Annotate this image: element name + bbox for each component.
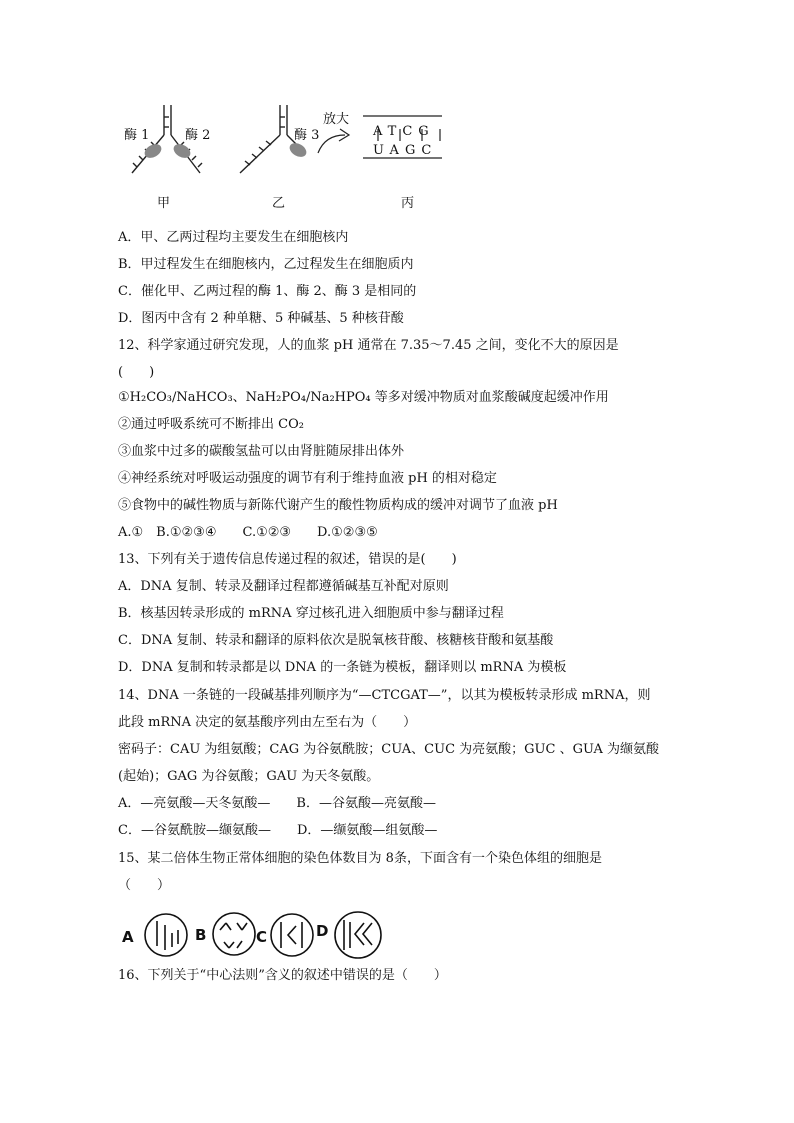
strand-row-1: ATCG xyxy=(373,124,435,139)
q14-stem-1: 14、DNA 一条链的一段碱基排列顺序为“—CTCGAT—”，以其为模板转录形成 mRNA，则 xyxy=(118,688,651,703)
q11-option-d: D．图丙中含有 2 种单糖、5 种碱基、5 种核苷酸 xyxy=(118,311,404,326)
q13-option-d: D．DNA 复制和转录都是以 DNA 的一条链为模板，翻译则以 mRNA 为模板 xyxy=(118,660,567,675)
q12-statement-3: ③血浆中过多的碳酸氢盐可以由肾脏随尿排出体外 xyxy=(118,444,405,459)
q12-statement-1: ①H₂CO₃/NaHCO₃、NaH₂PO₄/Na₂HPO₄ 等多对缓冲物质对血浆酸碱度起缓冲作用 xyxy=(118,390,609,405)
enzyme3-label: 酶 3 xyxy=(294,128,320,143)
q11-option-c: C．催化甲、乙两过程的酶 1、酶 2、酶 3 是相同的 xyxy=(118,284,417,299)
q14-codon-2: (起始)；GAG 为谷氨酸；GAU 为天冬氨酸。 xyxy=(118,769,380,784)
cell-label-a: A xyxy=(122,928,134,946)
q15-paren: （ ） xyxy=(118,878,171,893)
q14-options-ab: A．—亮氨酸—天冬氨酸— B．—谷氨酸—亮氨酸— xyxy=(118,796,436,811)
q13-option-b: B．核基因转录形成的 mRNA 穿过核孔进入细胞质中参与翻译过程 xyxy=(118,606,504,621)
q11-option-a: A．甲、乙两过程均主要发生在细胞核内 xyxy=(118,230,349,245)
q13-option-a: A．DNA 复制、转录及翻译过程都遵循碱基互补配对原则 xyxy=(118,579,449,594)
cell-label-c: C xyxy=(256,928,268,946)
q14-options-cd: C．—谷氨酰胺—缬氨酸— D．—缬氨酸—组氨酸— xyxy=(118,823,438,838)
q12-statement-2: ②通过呼吸系统可不断排出 CO₂ xyxy=(118,417,304,432)
q13-stem: 13、下列有关于遗传信息传递过程的叙述，错误的是( ) xyxy=(118,552,457,567)
q12-stem: 12、科学家通过研究发现，人的血浆 pH 通常在 7.35～7.45 之间，变化不大的原因是 xyxy=(118,338,619,353)
cell-label-b: B xyxy=(195,926,207,944)
q15-stem: 15、某二倍体生物正常体细胞的染色体数目为 8条，下面含有一个染色体组的细胞是 xyxy=(118,851,602,866)
enzyme2-label: 酶 2 xyxy=(185,128,211,143)
cell-diagrams xyxy=(140,908,390,960)
q12-statement-5: ⑤食物中的碱性物质与新陈代谢产生的酸性物质构成的缓冲对调节了血液 pH xyxy=(118,498,558,513)
q16-stem: 16、下列关于“中心法则”含义的叙述中错误的是（ ） xyxy=(118,968,447,983)
q14-stem-2: 此段 mRNA 决定的氨基酸序列由左至右为（ ） xyxy=(118,715,417,730)
zoom-label: 放大 xyxy=(323,112,350,127)
q13-option-c: C．DNA 复制、转录和翻译的原料依次是脱氧核苷酸、核糖核苷酸和氨基酸 xyxy=(118,633,554,648)
figure-label-yi: 乙 xyxy=(272,196,286,211)
figure-label-jia: 甲 xyxy=(157,196,171,211)
q12-options: A.① B.①②③④ C.①②③ D.①②③⑤ xyxy=(118,525,378,540)
q12-statement-4: ④神经系统对呼吸运动强度的调节有利于维持血液 pH 的相对稳定 xyxy=(118,471,497,486)
figure-label-bing: 丙 xyxy=(401,196,415,211)
strand-row-2: UAGC xyxy=(373,143,438,158)
enzyme1-label: 酶 1 xyxy=(124,128,150,143)
q14-codon-1: 密码子：CAU 为组氨酸；CAG 为谷氨酰胺；CUA、CUC 为亮氨酸；GUC 、GUA 为缬氨酸 xyxy=(118,742,660,757)
cell-label-d: D xyxy=(316,922,329,940)
q11-option-b: B．甲过程发生在细胞核内，乙过程发生在细胞质内 xyxy=(118,257,414,272)
q12-paren: ( ) xyxy=(118,365,155,380)
